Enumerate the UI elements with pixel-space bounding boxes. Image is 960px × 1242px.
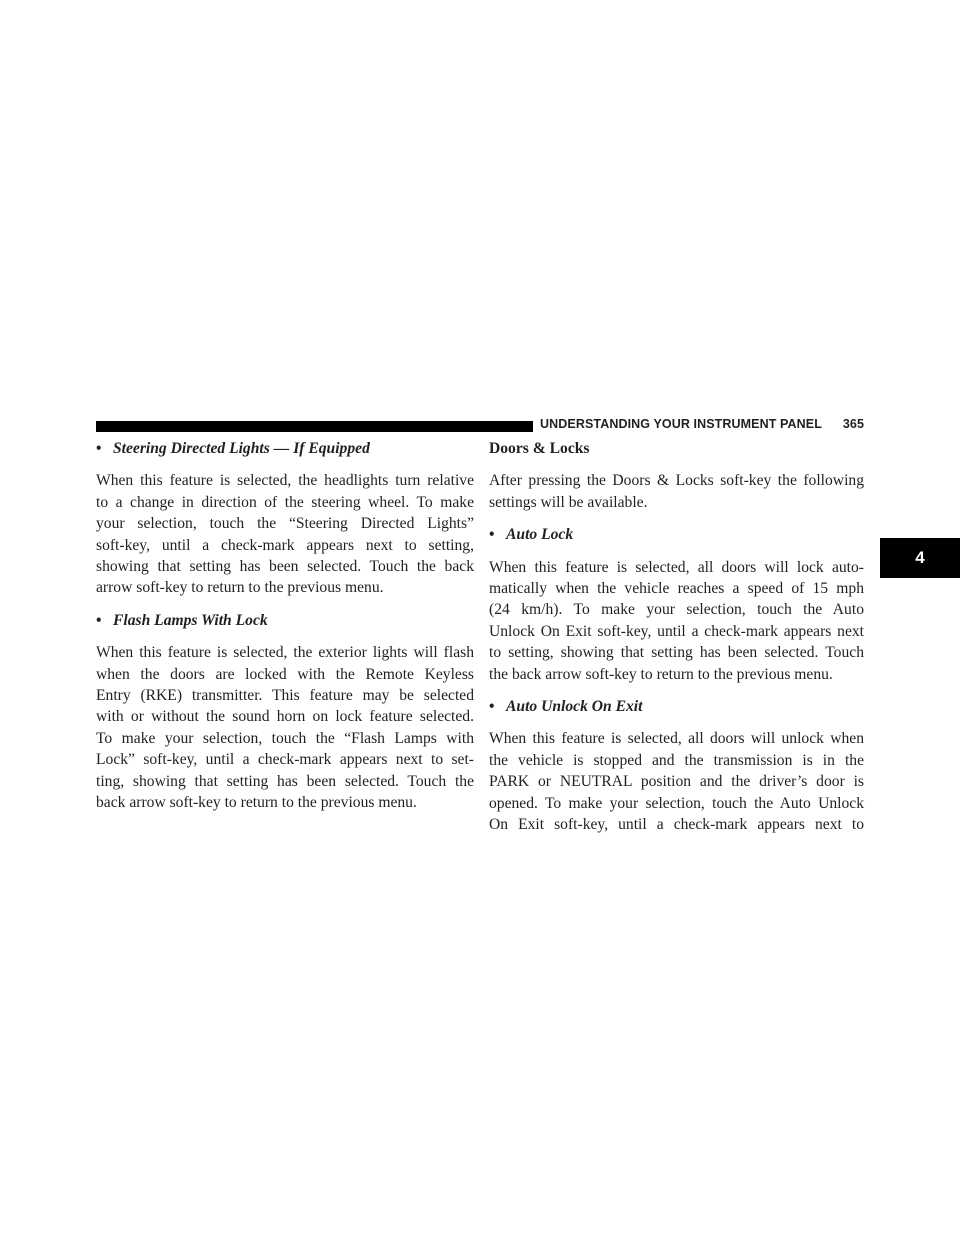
text-line: settings will be available. <box>489 493 648 511</box>
chapter-number: 4 <box>915 548 925 567</box>
bullet-label: Auto Lock <box>506 526 574 544</box>
text-line: your selection, touch the “Steering Directed Lights” <box>96 515 474 533</box>
text-line: matically when the vehicle reaches a speed of 15 mph <box>489 580 864 598</box>
paragraph-auto-unlock-on-exit <box>489 728 864 835</box>
bullet-icon: • <box>96 611 102 629</box>
paragraph-flash-lamps-with-lock <box>96 642 474 813</box>
text-line: Lock” soft-key, until a check-mark appears next to set- <box>96 751 474 769</box>
text-line: back arrow soft-key to return to the previous menu. <box>96 794 417 812</box>
text-line: the back arrow soft-key to return to the previous menu. <box>489 665 833 683</box>
text-line: When this feature is selected, the headlights turn relative <box>96 472 474 490</box>
bullet-auto-lock <box>489 524 864 545</box>
paragraph-auto-lock <box>489 557 864 685</box>
bullet-icon: • <box>96 440 102 457</box>
running-header <box>540 417 864 431</box>
text-line: to a change in direction of the steering wheel. To make <box>96 493 474 511</box>
text-line: Unlock On Exit soft-key, until a check-mark appears next <box>489 622 864 640</box>
bullet-label: Steering Directed Lights — If Equipped <box>113 440 370 457</box>
paragraph-steering-directed-lights <box>96 470 474 598</box>
chapter-tab <box>880 538 960 578</box>
section-heading-doors-locks: Doors & Locks <box>489 440 590 457</box>
text-line: After pressing the Doors & Locks soft-key the following <box>489 472 864 490</box>
text-line: showing that setting has been selected. Touch the back <box>96 558 474 576</box>
text-line: soft-key, until a check-mark appears next to setting, <box>96 536 474 554</box>
paragraph-doors-locks-intro <box>489 470 864 513</box>
right-column <box>489 438 864 847</box>
bullet-auto-unlock-on-exit <box>489 696 864 717</box>
text-line: (24 km/h). To make your selection, touch the Auto <box>489 601 864 619</box>
bullet-label: Flash Lamps With Lock <box>113 611 268 629</box>
text-line: When this feature is selected, the exterior lights will flash <box>96 644 474 662</box>
text-line: when the doors are locked with the Remote Keyless <box>96 665 474 683</box>
text-line: with or without the sound horn on lock feature selected. <box>96 708 474 726</box>
page-number: 365 <box>842 417 864 431</box>
bullet-label: Auto Unlock On Exit <box>506 698 643 716</box>
left-column <box>96 438 474 825</box>
text-line: When this feature is selected, all doors will lock auto- <box>489 558 864 576</box>
text-line: the vehicle is stopped and the transmission is in the <box>489 751 864 769</box>
bullet-flash-lamps-with-lock <box>96 610 474 631</box>
text-line: to setting, showing that setting has been selected. Touch <box>489 644 864 662</box>
text-line: opened. To make your selection, touch the Auto Unlock <box>489 794 864 812</box>
header-section-title: UNDERSTANDING YOUR INSTRUMENT PANEL <box>540 417 822 431</box>
text-line: arrow soft-key to return to the previous menu. <box>96 579 384 597</box>
bullet-icon: • <box>489 698 495 716</box>
text-line: To make your selection, touch the “Flash Lamps with <box>96 729 474 747</box>
header-rule <box>96 421 533 432</box>
bullet-icon: • <box>489 526 495 544</box>
text-line: ting, showing that setting has been selected. Touch the <box>96 772 474 790</box>
text-line: When this feature is selected, all doors will unlock when <box>489 730 864 748</box>
text-line: On Exit soft-key, until a check-mark appears next to <box>489 816 864 834</box>
bullet-steering-directed-lights <box>96 438 474 459</box>
text-line: PARK or NEUTRAL position and the driver’s door is <box>489 773 864 791</box>
text-line: Entry (RKE) transmitter. This feature may be selected <box>96 687 474 705</box>
